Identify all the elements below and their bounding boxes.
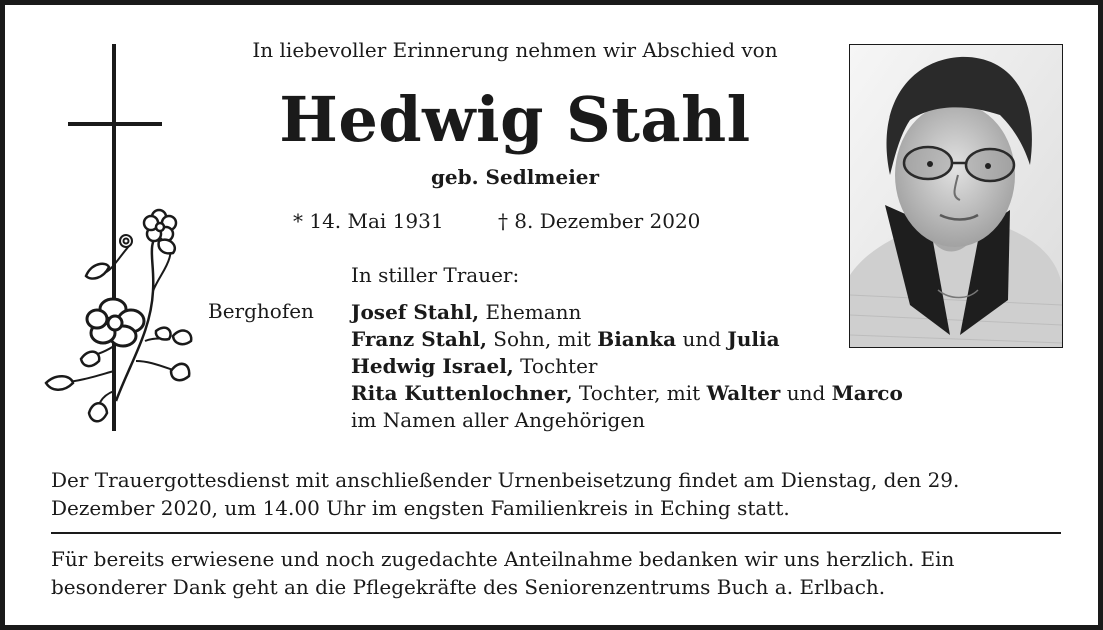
mourning-heading: In stiller Trauer: [351, 263, 520, 287]
service-info: Der Trauergottesdienst mit anschließender Urnenbeisetzung findet am Dienstag, den 29. Dezember 2020, um 14.00 Uhr im engsten Familienkreis in Eching statt. [51, 468, 960, 520]
portrait-image [850, 45, 1062, 347]
mourner-line [351, 299, 903, 326]
mourner-relation: Ehemann [479, 300, 582, 324]
mourner-relation: Tochter [513, 354, 598, 378]
thanks-text: Für bereits erwiesene und noch zugedachte Anteilnahme bedanken wir uns herzlich. Ein besonderer Dank geht an die Pflegekräfte des Seniorenzentrums Buch a. Erlbach. [51, 547, 955, 599]
intro-text: In liebevoller Erinnerung nehmen wir Abschied von [252, 38, 778, 62]
deceased-name: Hedwig Stahl [279, 83, 751, 156]
mourner-line [351, 407, 903, 434]
mourner-name: Franz Stahl, [351, 327, 487, 351]
mourner-name: Rita Kuttenlochner, [351, 381, 573, 405]
cross-with-flower-icon [41, 41, 201, 436]
mourner-child: Walter [706, 381, 781, 405]
mourner-child: Marco [831, 381, 903, 405]
mourner-line [351, 353, 903, 380]
maiden-name: geb. Sedlmeier [430, 165, 600, 189]
mourner-conjunction: und [780, 381, 832, 405]
mourner-line [351, 380, 903, 407]
mourner-conjunction: und [676, 327, 728, 351]
mourner-relation: im Namen aller Angehörigen [351, 408, 646, 432]
birth-date: * 14. Mai 1931 [293, 209, 444, 233]
death-date: † 8. Dezember 2020 [497, 209, 701, 233]
mourner-name: Josef Stahl, [351, 300, 480, 324]
mourner-child: Bianka [597, 327, 677, 351]
mourners-list [351, 299, 903, 434]
mourner-child: Julia [727, 327, 780, 351]
divider [51, 532, 1061, 534]
mourner-name: Hedwig Israel, [351, 354, 514, 378]
life-dates [293, 209, 700, 233]
portrait-photo [849, 44, 1063, 348]
mourner-line [351, 326, 903, 353]
mourner-relation: Sohn, mit [486, 327, 598, 351]
place-name: Berghofen [208, 299, 314, 323]
mourner-relation: Tochter, mit [572, 381, 707, 405]
